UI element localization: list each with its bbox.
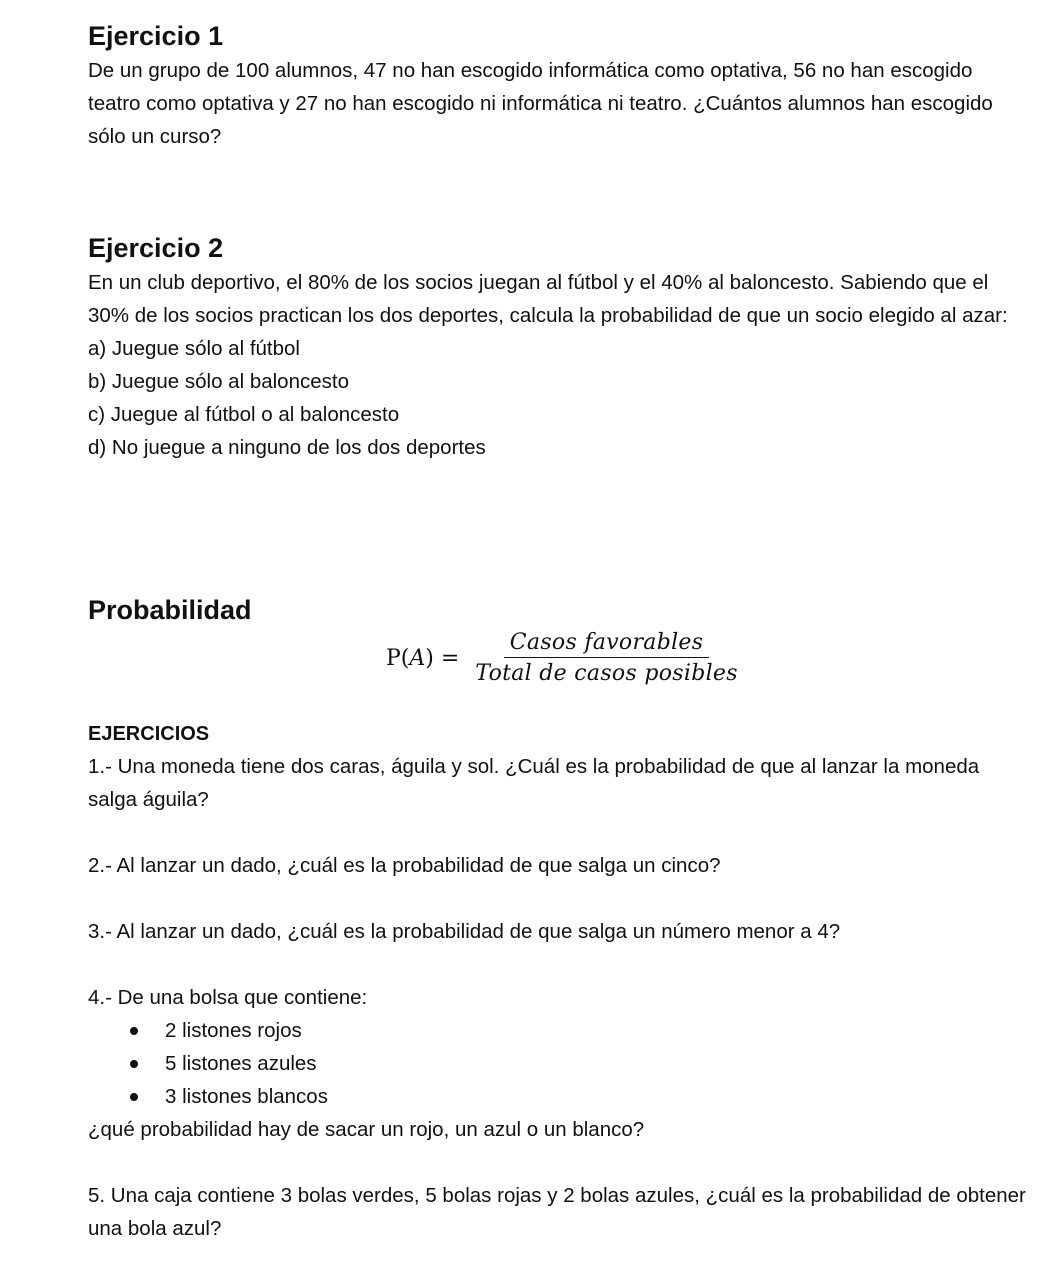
ejercicio-2-item-b: b) Juegue sólo al baloncesto [88,370,349,393]
question-5: 5. Una caja contiene 3 bolas verdes, 5 bolas rojas y 2 bolas azules, ¿cuál es la probabilidad de obtener una bola azul? [88,1184,1026,1240]
ejercicio-2-title: Ejercicio 2 [88,233,224,263]
question-2: 2.- Al lanzar un dado, ¿cuál es la probabilidad de que salga un cinco? [88,854,721,877]
formula-denominator: Total de casos posibles [475,661,738,686]
ejercicios-section [88,720,1033,1245]
question-4-question: ¿qué probabilidad hay de sacar un rojo, un azul o un blanco? [88,1118,645,1141]
formula-fraction [469,630,744,686]
formula-a: A [409,645,426,671]
ejercicio-1-text: De un grupo de 100 alumnos, 47 no han escogido informática como optativa, 56 no han escogido teatro como optativa y 27 no han escogido ni informática ni teatro. ¿Cuántos alumnos han escogido sólo un curso? [88,59,993,148]
ejercicios-heading: EJERCICIOS [88,723,210,745]
question-4-bullet-list [88,1014,1033,1113]
ejercicio-2-item-d: d) No juegue a ninguno de los dos deportes [88,436,486,459]
ejercicio-2-section [88,230,1023,464]
ejercicio-1-title: Ejercicio 1 [88,21,224,51]
formula-lhs [386,646,459,671]
list-item: 5 listones azules [88,1047,1033,1080]
ejercicio-2-item-c: c) Juegue al fútbol o al baloncesto [88,403,400,426]
list-item: 3 listones blancos [88,1080,1033,1113]
list-item: 2 listones rojos [88,1014,1033,1047]
formula-numerator: Casos favorables [504,630,710,658]
ejercicio-1-section [88,18,1018,153]
probability-formula [386,630,744,686]
formula-equals: ) = [425,645,460,671]
question-1: 1.- Una moneda tiene dos caras, águila y sol. ¿Cuál es la probabilidad de que al lanzar la moneda salga águila? [88,755,980,811]
question-4 [88,981,1033,1146]
ejercicio-2-intro: En un club deportivo, el 80% de los socios juegan al fútbol y el 40% al baloncesto. Sabiendo que el 30% de los socios practican los dos deportes, calcula la probabilidad de que un socio elegido al azar: [88,271,1008,327]
question-4-intro: 4.- De una bolsa que contiene: [88,986,368,1009]
ejercicio-2-item-a: a) Juegue sólo al fútbol [88,337,300,360]
probabilidad-section [88,592,252,628]
formula-p: P( [386,645,410,671]
probabilidad-title: Probabilidad [88,595,252,625]
question-3: 3.- Al lanzar un dado, ¿cuál es la probabilidad de que salga un número menor a 4? [88,920,841,943]
